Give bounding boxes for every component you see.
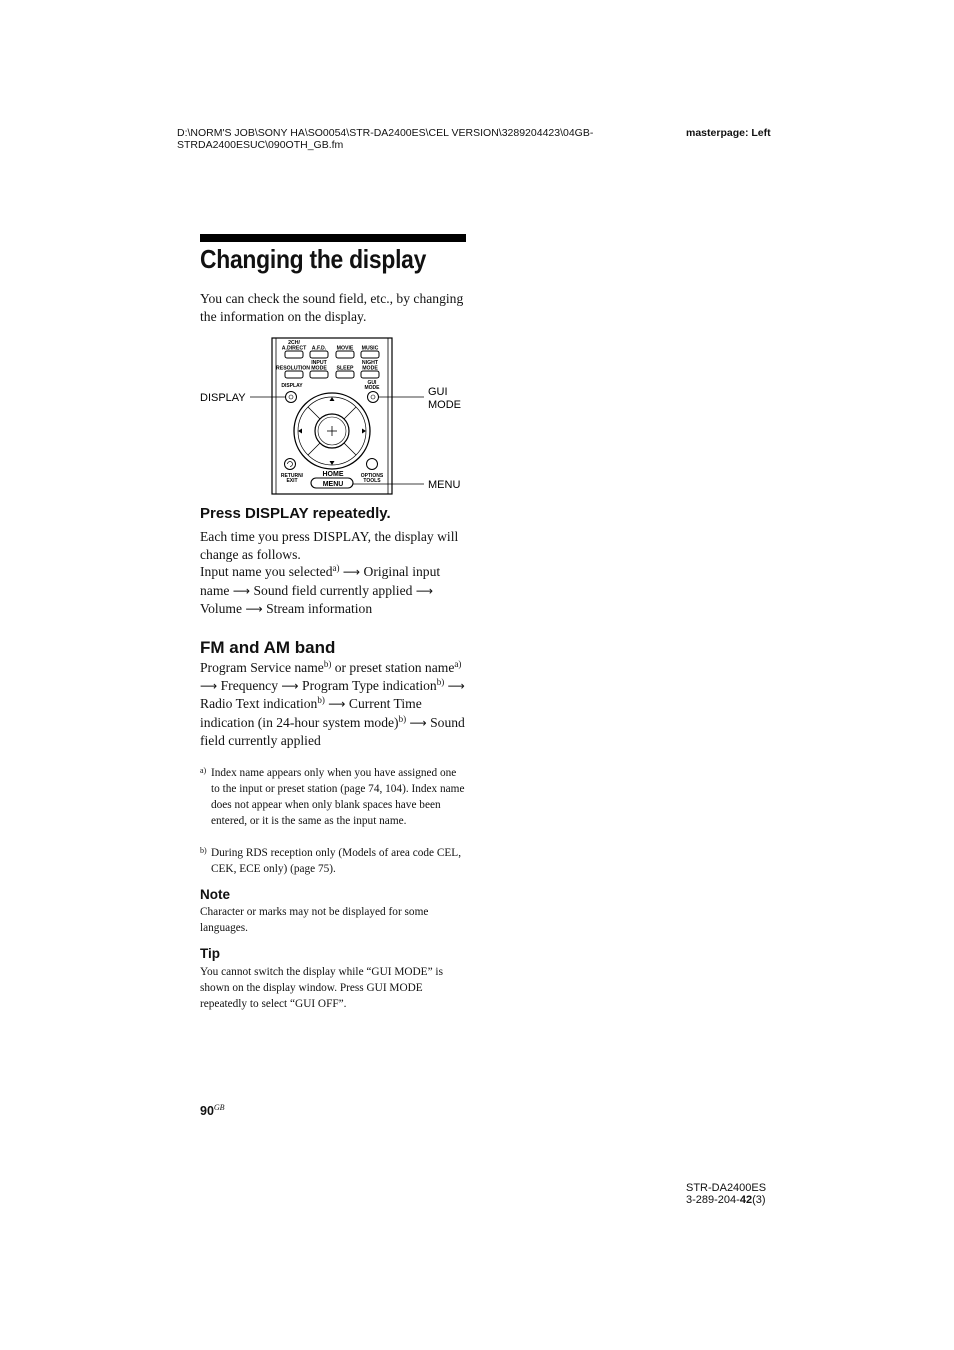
fm-radio-text: Radio Text indication [200, 696, 318, 712]
fm-current-time: Current Time indication (in 24-hour system mode) [200, 696, 422, 730]
page-number-suffix: GB [213, 1103, 225, 1112]
tip-text: You cannot switch the display while “GUI MODE” is shown on the display window. Press GUI MODE repeatedly to select “GUI OFF”. [200, 966, 443, 1010]
btn-options-top-label: OPTIONS [360, 473, 384, 479]
btn-night-bottom-label: MODE [362, 365, 378, 372]
tip-heading: Tip [200, 946, 220, 961]
page-number [200, 1103, 225, 1118]
press-display-heading: Press DISPLAY repeatedly. [200, 505, 391, 522]
btn-resolution-label: RESOLUTION [275, 365, 311, 372]
btn-menu-label: MENU [322, 481, 344, 488]
btn-display [286, 392, 297, 403]
btn-display-label: DISPLAY [281, 383, 303, 389]
fm-frequency: Frequency [220, 677, 278, 693]
arrow-icon: ⟶ [409, 715, 427, 730]
display-sequence [200, 563, 470, 619]
arrow-icon: ⟶ [447, 678, 465, 693]
intro-paragraph: You can check the sound field, etc., by changing the information on the display. [200, 291, 464, 324]
fm-program-service: Program Service name [200, 660, 324, 675]
btn-afd [310, 351, 328, 358]
footnote-a-mark: a) [200, 766, 207, 775]
seq-input-name: Input name you selected [200, 564, 333, 580]
seq-input-name-sup: a) [332, 563, 340, 574]
footnote-b-mark: b) [200, 846, 207, 855]
arrow-icon: ⟶ [328, 697, 346, 712]
callout-display: DISPLAY [200, 392, 246, 404]
btn-2ch-bottom-label: A.DIRECT [281, 345, 307, 352]
title-rule [200, 234, 466, 242]
fm-sup: b) [323, 659, 332, 669]
note-heading: Note [200, 887, 230, 902]
btn-sleep [336, 371, 354, 378]
seq-stream-info: Stream information [266, 601, 373, 617]
fm-preset-station: or preset station name [331, 660, 455, 675]
btn-gui-top-label: GUI [367, 380, 377, 386]
callout-gui: GUI [428, 386, 448, 398]
page-title: Changing the display [200, 244, 427, 274]
footnote-a [200, 765, 465, 829]
footnote-b-text: During RDS reception only (Models of area code CEL, CEK, ECE only) (page 75). [211, 847, 462, 875]
callout-mode: MODE [428, 399, 461, 411]
footnote-b [200, 845, 465, 877]
masterpage-label: masterpage: Left [686, 127, 771, 139]
seq-volume: Volume [200, 601, 243, 617]
arrow-icon: ⟶ [232, 583, 251, 598]
press-intro: Each time you press DISPLAY, the display will change as follows. [200, 529, 459, 562]
fm-program-type: Program Type indication [302, 677, 437, 693]
btn-2ch-top-label: 2CH/ [288, 340, 300, 346]
arrow-icon: ⟶ [415, 583, 434, 598]
btn-gui-bottom-label: MODE [364, 385, 380, 391]
arrow-icon: ⟶ [245, 602, 263, 617]
footer-model: STR-DA2400ES [686, 1182, 767, 1194]
btn-music [361, 351, 379, 358]
fm-am-heading: FM and AM band [200, 638, 336, 657]
seq-sound-field: Sound field currently applied [253, 582, 413, 598]
btn-input-mode [310, 371, 328, 378]
btn-sleep-label: SLEEP [336, 365, 354, 372]
seq-original-input: Original input name [200, 564, 441, 598]
btn-input-top-label: INPUT [311, 360, 327, 366]
callout-menu: MENU [428, 479, 461, 491]
btn-home-label: HOME [322, 471, 344, 478]
fm-sound-field: Sound field currently applied [200, 714, 465, 749]
press-display-body [200, 528, 470, 619]
note-text: Character or marks may not be displayed for some languages. [200, 906, 429, 934]
btn-options [367, 459, 378, 470]
fm-sup: b) [317, 695, 325, 706]
btn-movie-label: MOVIE [336, 345, 354, 352]
btn-options-bottom-label: TOOLS [363, 478, 381, 484]
fm-sup: b) [398, 713, 407, 724]
btn-return [285, 459, 296, 470]
btn-night-mode [361, 371, 379, 378]
btn-gui-mode [368, 392, 379, 403]
arrow-icon: ⟶ [200, 678, 218, 693]
btn-night-top-label: NIGHT [361, 360, 379, 366]
remote-diagram [196, 335, 466, 500]
arrow-icon: ⟶ [342, 565, 361, 580]
btn-input-bottom-label: MODE [311, 365, 327, 372]
footnote-a-text: Index name appears only when you have assigned one to the input or preset station (page 74, 104). Index name does not appear when only blank spaces have been entered, or it is the same as the input name. [211, 767, 465, 827]
page-number-value: 90 [200, 1104, 214, 1118]
fm-sup: a) [454, 659, 462, 669]
btn-resolution [285, 371, 303, 378]
btn-2ch [285, 351, 303, 358]
file-path-header: D:\NORM'S JOB\SONY HA\SO0054\STR-DA2400ES\CEL VERSION\3289204423\04GB-STRDA2400ESUC\090OTH_GB.fm [177, 127, 594, 151]
fm-am-sequence [200, 659, 470, 750]
fm-sup: b) [436, 676, 445, 687]
footer-code: 3-289-204-42(3) [686, 1194, 766, 1206]
footer-model-code [686, 1182, 766, 1206]
btn-return-top-label: RETURN/ [280, 473, 304, 479]
btn-afd-label: A.F.D. [311, 345, 327, 352]
btn-music-label: MUSIC [361, 345, 379, 352]
arrow-icon: ⟶ [281, 678, 299, 693]
btn-return-bottom-label: EXIT [286, 478, 298, 484]
btn-movie [336, 351, 354, 358]
